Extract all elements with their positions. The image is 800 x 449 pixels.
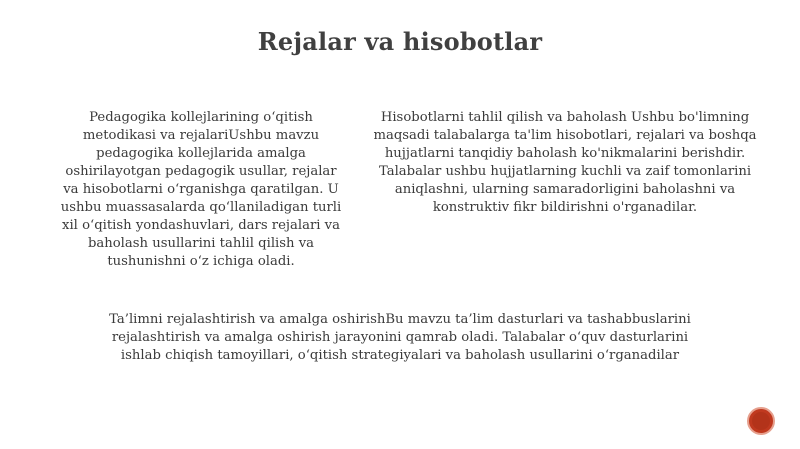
next-slide-button[interactable] — [747, 407, 775, 435]
left-text-block: Pedagogika kollejlarining o‘qitish metodikasi va rejalariUshbu mavzu pedagogika kollejlarida amalga oshirilayotgan pedagogik usullar, rejalar va hisobotlarni o‘rganishga qaratilgan. U ushbu muassasalarda qo‘llaniladigan turli xil o‘qitish yondashuvlari, dars rejalari va baholash usullarini tahlil qilish va tushunishni o‘z ichiga oladi. — [60, 110, 342, 269]
bottom-text-block: Ta’limni rejalashtirish va amalga oshirishBu mavzu ta’lim dasturlari va tashabbuslarini rejalashtirish va amalga oshirish jarayonini qamrab oladi. Talabalar o‘quv dasturlarini ishlab chiqish tamoyillari, o‘qitish strategiyalari va baholash usullarini o‘rganadilar — [109, 312, 691, 363]
slide-title: Rejalar va hisobotlar — [257, 27, 543, 56]
right-text-block: Hisobotlarni tahlil qilish va baholash Ushbu bo'limning maqsadi talabalarga ta'lim hisobotlari, rejalari va boshqa hujjatlarni tanqidiy baholash ko'nikmalarini berishdir. Talabalar ushbu hujjatlarning kuchli va zaif tomonlarini aniqlashni, ularning samaradorligini baholashni va konstruktiv fikr bildirishni o'rganadilar. — [373, 110, 757, 215]
